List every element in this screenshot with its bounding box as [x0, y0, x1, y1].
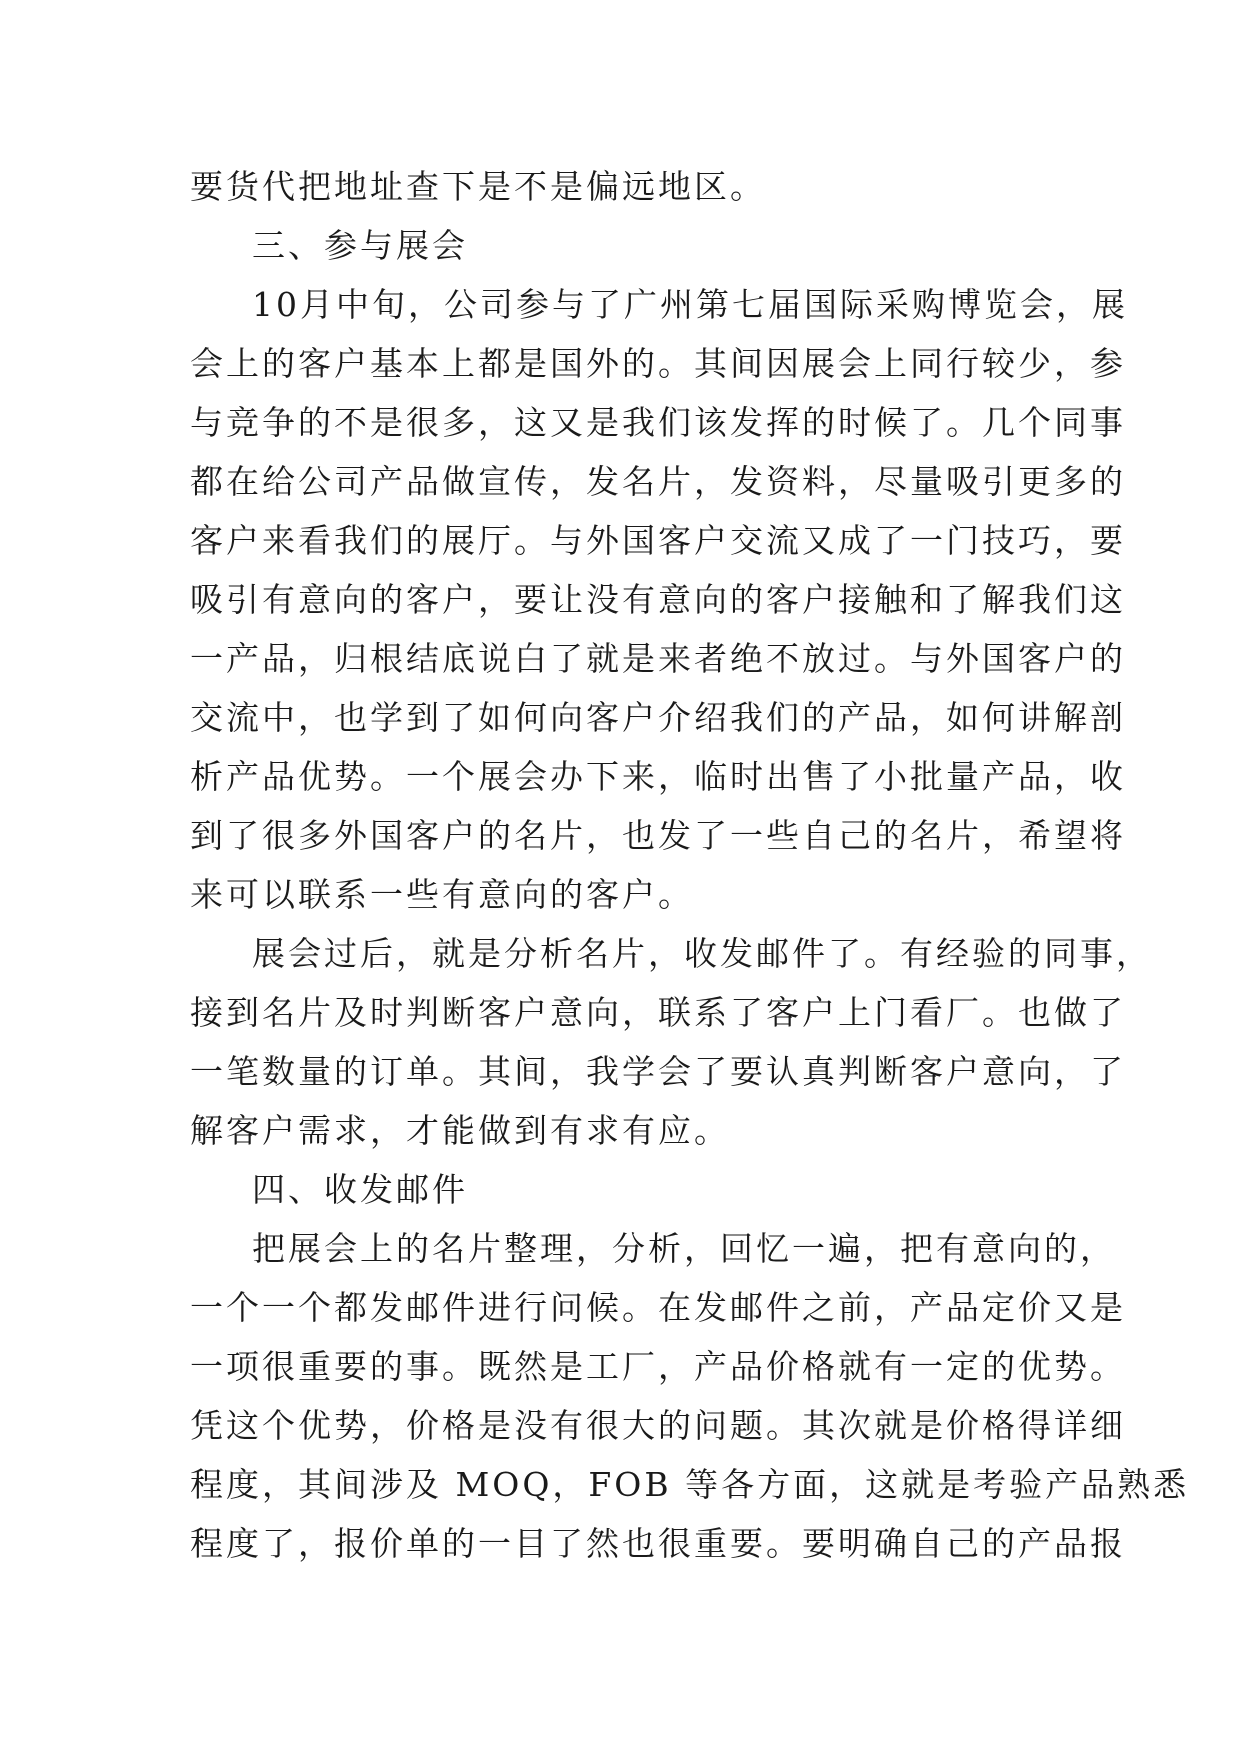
- paragraph-line: 把展会上的名片整理，分析，回忆一遍，把有意向的，: [252, 1229, 1116, 1268]
- paragraph-line: 析产品优势。一个展会办下来，临时出售了小批量产品，收: [190, 757, 1126, 796]
- paragraph-line: 展会过后，就是分析名片，收发邮件了。有经验的同事，: [252, 934, 1152, 973]
- paragraph-line: 一个一个都发邮件进行问候。在发邮件之前，产品定价又是: [190, 1288, 1126, 1327]
- document-body: [190, 157, 1190, 1573]
- paragraph-line: 与竞争的不是很多，这又是我们该发挥的时候了。几个同事: [190, 403, 1126, 442]
- paragraph-line: 来可以联系一些有意向的客户。: [190, 875, 694, 914]
- paragraph-line: 到了很多外国客户的名片，也发了一些自己的名片，希望将: [190, 816, 1126, 855]
- text-line: 要货代把地址查下是不是偏远地区。: [190, 167, 766, 206]
- section-heading-exhibition: 三、参与展会: [252, 226, 468, 265]
- paragraph-line: 10月中旬，公司参与了广州第七届国际采购博览会，展: [252, 285, 1128, 324]
- paragraph-line: 一产品，归根结底说白了就是来者绝不放过。与外国客户的: [190, 639, 1126, 678]
- section-heading-email: 四、收发邮件: [252, 1170, 468, 1209]
- paragraph-line: 吸引有意向的客户，要让没有意向的客户接触和了解我们这: [190, 580, 1126, 619]
- paragraph-line: 交流中，也学到了如何向客户介绍我们的产品，如何讲解剖: [190, 698, 1126, 737]
- paragraph-line: 凭这个优势，价格是没有很大的问题。其次就是价格得详细: [190, 1406, 1126, 1445]
- paragraph-line: 程度了，报价单的一目了然也很重要。要明确自己的产品报: [190, 1524, 1126, 1563]
- paragraph-line: 接到名片及时判断客户意向，联系了客户上门看厂。也做了: [190, 993, 1126, 1032]
- paragraph-line: 会上的客户基本上都是国外的。其间因展会上同行较少，参: [190, 344, 1126, 383]
- paragraph-line: 客户来看我们的展厅。与外国客户交流又成了一门技巧，要: [190, 521, 1126, 560]
- paragraph-line: 都在给公司产品做宣传，发名片，发资料，尽量吸引更多的: [190, 462, 1126, 501]
- paragraph-line: 解客户需求，才能做到有求有应。: [190, 1111, 730, 1150]
- paragraph-line: 程度，其间涉及 MOQ，FOB 等各方面，这就是考验产品熟悉: [190, 1465, 1190, 1504]
- paragraph-line: 一项很重要的事。既然是工厂，产品价格就有一定的优势。: [190, 1347, 1126, 1386]
- paragraph-line: 一笔数量的订单。其间，我学会了要认真判断客户意向，了: [190, 1052, 1126, 1091]
